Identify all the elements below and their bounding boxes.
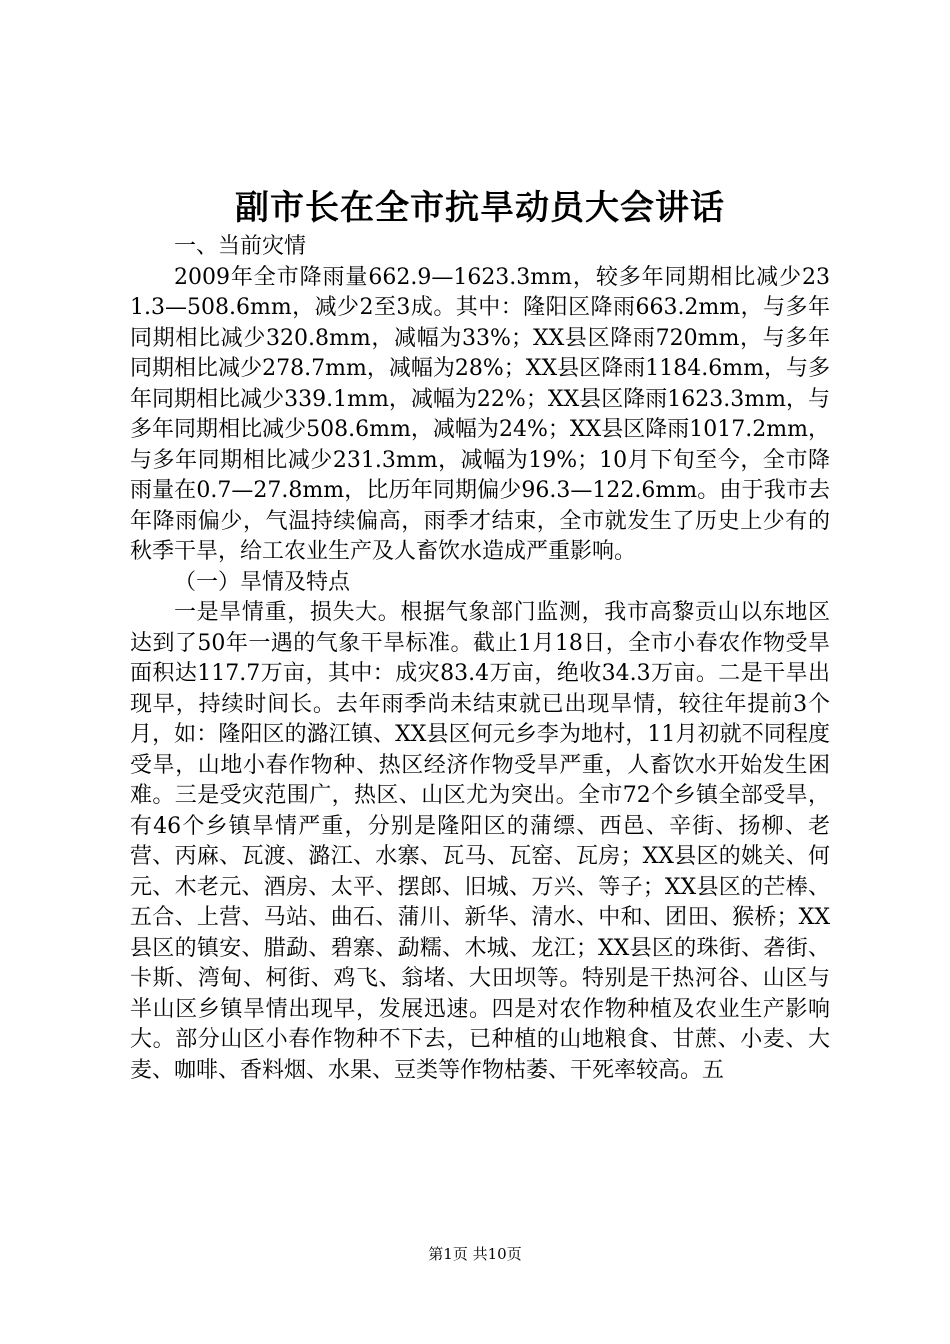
- subsection-heading: （一）旱情及特点: [174, 569, 351, 595]
- document-page: [130, 180, 830, 1086]
- section-heading: 一、当前灾情: [174, 234, 307, 259]
- body-paragraph: 2009年全市降雨量662.9—1623.3mm，较多年同期相比减少231.3—508.6mm，减少2至3成。其中：隆阳区降雨663.2mm，与多年同期相比减少320.8mm，减幅为33%；XX县区降雨720mm，与多年同期相比减少278.7mm，减幅为28%；XX县区降雨1184.6mm，与多年同期相比减少339.1mm，减幅为22%；XX县区降雨1623.3mm，与多年同期相比减少508.6mm，减幅为24%；XX县区降雨1017.2mm，与多年同期相比减少231.3mm，减幅为19%；10月下旬至今，全市降雨量在0.7—27.8mm，比历年同期偏少96.3—122.6mm。由于我市去年降雨偏少，气温持续偏高，雨季才结束，全市就发生了历史上少有的秋季干旱，给工农业生产及人畜饮水造成严重影响。: [130, 264, 830, 564]
- document-title: 副市长在全市抗旱动员大会讲话: [235, 188, 725, 228]
- body-paragraph: 一是旱情重，损失大。根据气象部门监测，我市高黎贡山以东地区达到了50年一遇的气象干旱标准。截止1月18日，全市小春农作物受旱面积达117.7万亩，其中：成灾83.4万亩，绝收34.3万亩。二是干旱出现早，持续时间长。去年雨季尚未结束就已出现旱情，较往年提前3个月，如：隆阳区的潞江镇、XX县区何元乡李为地村，11月初就不同程度受旱，山地小春作物种、热区经济作物受旱严重，人畜饮水开始发生困难。三是受灾范围广，热区、山区尤为突出。全市72个乡镇全部受旱，有46个乡镇旱情严重，分别是隆阳区的蒲缥、西邑、辛街、扬柳、老营、丙麻、瓦渡、潞江、水寨、瓦马、瓦窑、瓦房；XX县区的姚关、何元、木老元、酒房、太平、摆郎、旧城、万兴、等子；XX县区的芒棒、五合、上营、马站、曲石、蒲川、新华、清水、中和、团田、猴桥；XX县区的镇安、腊勐、碧寨、勐糯、木城、龙江；XX县区的珠街、砻街、卡斯、湾甸、柯街、鸡飞、翁堵、大田坝等。特别是干热河谷、山区与半山区乡镇旱情出现早，发展迅速。四是对农作物种植及农业生产影响大。部分山区小春作物种不下去，已种植的山地粮食、甘蔗、小麦、大麦、咖啡、香料烟、水果、豆类等作物枯萎、干死率较高。五: [130, 600, 830, 1083]
- page-footer: 第1页 共10页: [428, 1245, 522, 1263]
